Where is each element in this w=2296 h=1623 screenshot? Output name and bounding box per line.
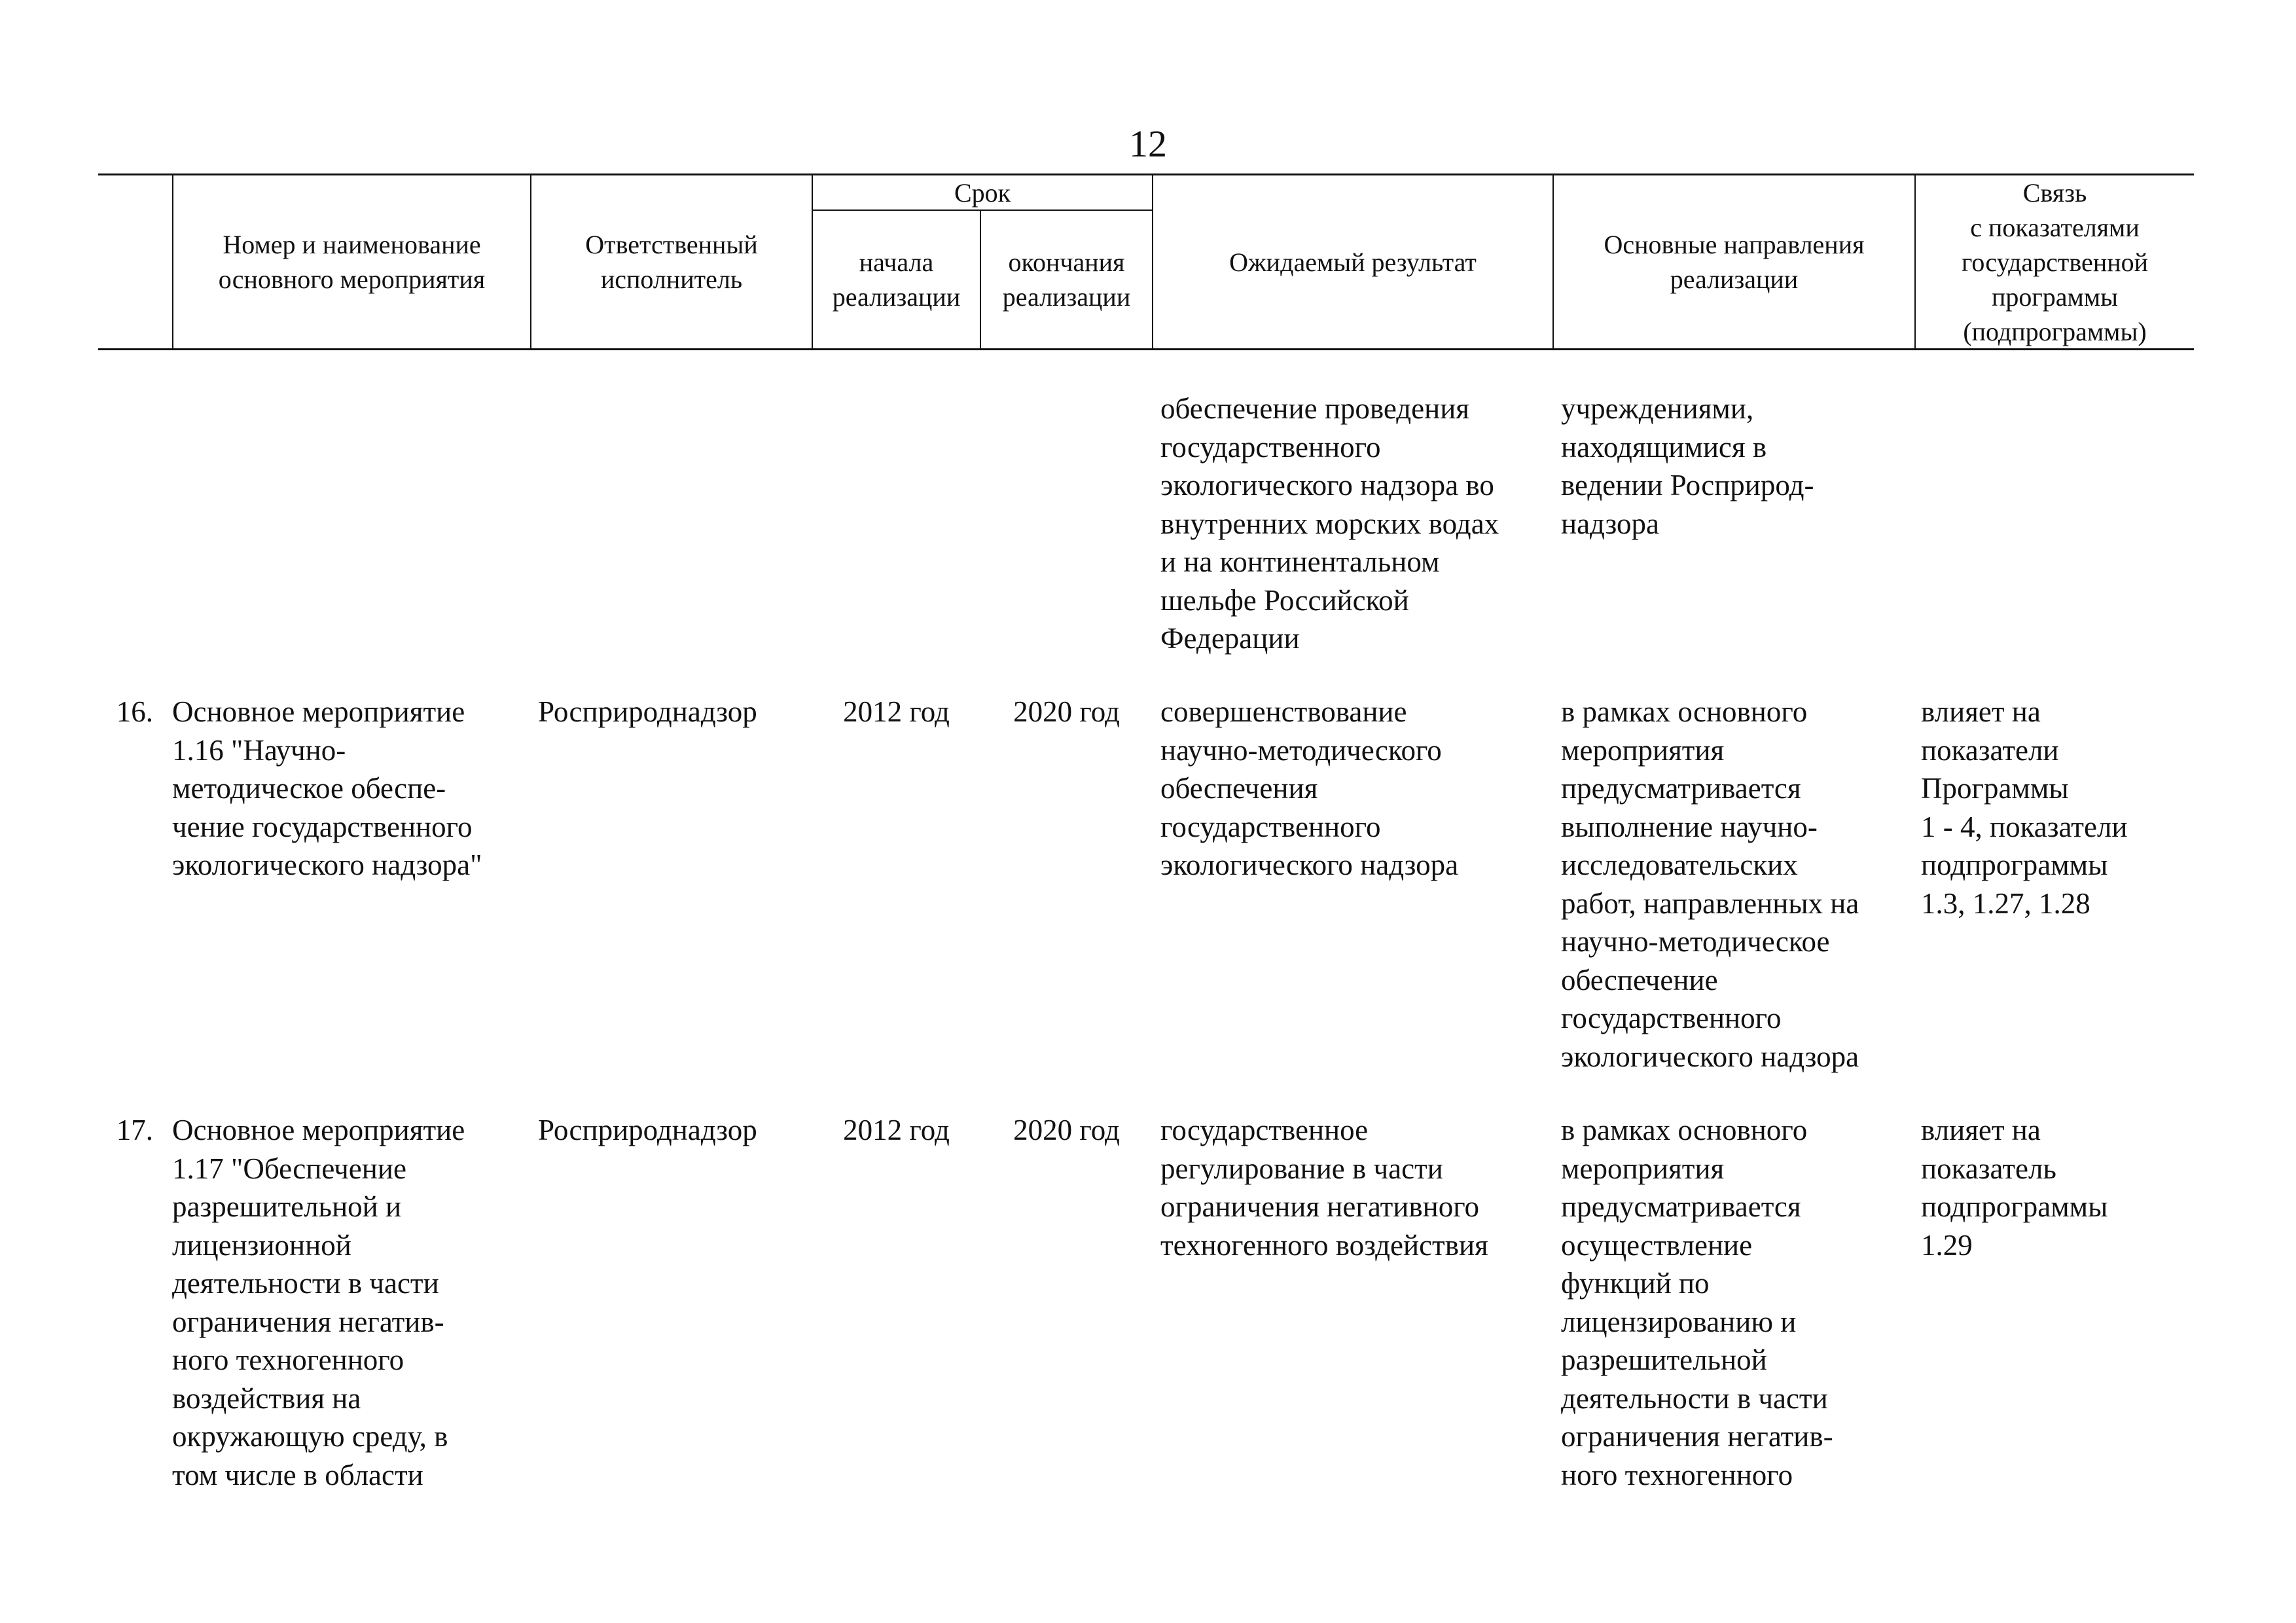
row-link: влияет на показатели Программы 1 - 4, показатели подпрограммы 1.3, 1.27, 1.28 xyxy=(1921,695,2128,920)
header-term: Срок xyxy=(954,177,1011,208)
row-start: 2012 год xyxy=(843,695,950,728)
header-name: Номер и наименование основного мероприятия xyxy=(218,230,486,294)
row-link: влияет на показатель подпрограммы 1.29 xyxy=(1921,1114,2108,1262)
row-result: государственное регулирование в части ограничения негативного техногенного воздействия xyxy=(1160,1114,1488,1262)
row-number: 16. xyxy=(116,695,153,728)
header-start: начала реализации xyxy=(832,247,961,312)
row-executor: Росприроднадзор xyxy=(538,695,757,728)
row-result: совершенствование научно-методического обеспечения государственного экологического надзора xyxy=(1160,695,1459,881)
header-link: Связь с показателями государственной программы (подпрограммы) xyxy=(1961,177,2149,346)
row-name: Основное мероприятие 1.17 "Обеспечение разрешительной и лицензионной деятельности в части ограничения негатив- ного техногенного воздействия на окружающую среду, в том числе в области xyxy=(172,1114,465,1491)
row-directions: в рамках основного мероприятия предусматривается осуществление функций по лицензированию и разрешительной деятельности в части ограничения негатив- ного техногенного xyxy=(1561,1114,1833,1491)
header-directions: Основные направления реализации xyxy=(1604,230,1865,294)
header-result: Ожидаемый результат xyxy=(1229,247,1477,277)
row-directions: в рамках основного мероприятия предусматривается выполнение научно- исследовательских работ, направленных на научно-методическое обеспечение государственного экологического надзора xyxy=(1561,695,1859,1073)
row-end: 2020 год xyxy=(1013,695,1120,728)
header-executor: Ответственный исполнитель xyxy=(585,230,758,294)
row-number: 17. xyxy=(116,1114,153,1146)
row-executor: Росприроднадзор xyxy=(538,1114,757,1146)
page-number: 12 xyxy=(1129,122,1167,165)
row-name: Основное мероприятие 1.16 "Научно- методическое обеспе- чение государственного экологического надзора" xyxy=(172,695,482,881)
continuation-directions: учреждениями, находящимися в ведении Росприрод- надзора xyxy=(1561,392,1814,540)
row-start: 2012 год xyxy=(843,1114,950,1146)
row-end: 2020 год xyxy=(1013,1114,1120,1146)
continuation-result: обеспечение проведения государственного экологического надзора во внутренних морских водах и на континентальном шельфе Российской Федерации xyxy=(1160,392,1499,655)
header-end: окончания реализации xyxy=(1002,247,1131,312)
header-bottom-border xyxy=(98,348,2194,350)
